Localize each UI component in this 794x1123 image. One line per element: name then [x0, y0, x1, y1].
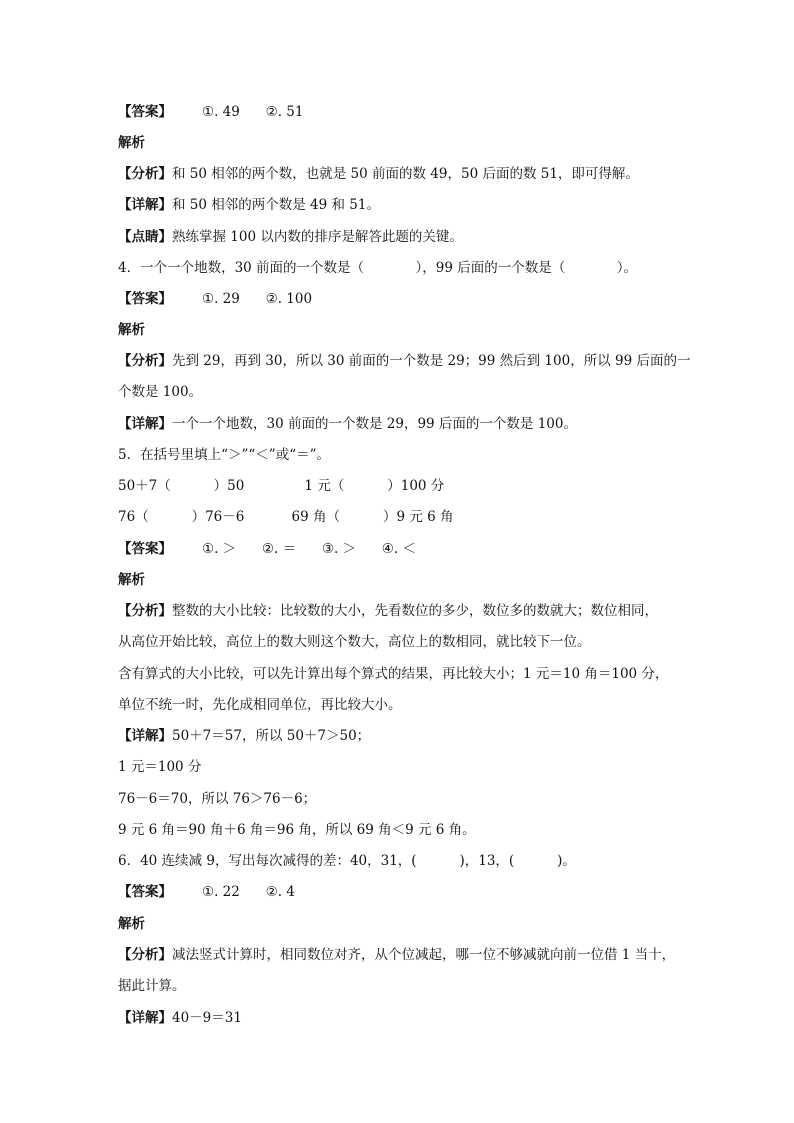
answer-values: ①. ＞ ②. ＝ ③. ＞ ④. ＜ [202, 541, 416, 557]
xiangjie-text: 一个一个地数，30 前面的一个数是 29，99 后面的一个数是 100。 [172, 416, 577, 432]
fenxi-text: 先到 29，再到 30，所以 30 前面的一个数是 29；99 然后到 100，所以 99 后面的一 [172, 353, 691, 369]
xiangjie-tag: 【详解】 [118, 1010, 172, 1026]
xiangjie-text-cont: 9 元 6 角＝90 角＋6 角＝96 角，所以 69 角＜9 元 6 角。 [118, 822, 476, 838]
fenxi-line [118, 945, 675, 965]
answer-tag: 【答案】 [118, 291, 172, 307]
xiangjie-text-cont: 1 元＝100 分 [118, 759, 202, 775]
fenxi-text-cont: 含有算式的大小比较，可以先计算出每个算式的结果，再比较大小；1 元＝10 角＝100 分， [118, 666, 669, 682]
question-5: 5．在括号里填上“＞”“＜”或“＝”。 [118, 447, 330, 463]
question-5-row-1: 50＋7（ ）50 1 元（ ）100 分 [118, 478, 445, 494]
answer-tag: 【答案】 [118, 104, 172, 120]
fenxi-text-cont: 据此计算。 [118, 978, 186, 994]
xiangjie-line [118, 195, 380, 215]
xiangjie-text: 和 50 相邻的两个数是 49 和 51。 [172, 197, 380, 213]
dianjing-tag: 【点睛】 [118, 229, 172, 245]
fenxi-tag: 【分析】 [118, 166, 172, 182]
answer-values: ①. 29 ②. 100 [202, 291, 313, 307]
analysis-heading: 解析 [118, 572, 145, 588]
xiangjie-text-cont: 76－6＝70，所以 76＞76－6； [118, 791, 317, 807]
fenxi-text: 整数的大小比较：比较数的大小，先看数位的多少，数位多的数就大；数位相同， [172, 603, 658, 619]
dianjing-text: 熟练掌握 100 以内数的排序是解答此题的关键。 [172, 229, 463, 245]
question-4: 4．一个一个地数，30 前面的一个数是（ ），99 后面的一个数是（ ）。 [118, 260, 638, 276]
xiangjie-text: 50＋7＝57，所以 50＋7＞50； [172, 728, 371, 744]
answer-values: ①. 22 ②. 4 [202, 884, 295, 900]
analysis-heading: 解析 [118, 916, 145, 932]
xiangjie-line [118, 726, 370, 746]
fenxi-text: 减法竖式计算时，相同数位对齐，从个位减起，哪一位不够减就向前一位借 1 当十， [172, 947, 676, 963]
xiangjie-text: 40－9＝31 [172, 1010, 242, 1026]
xiangjie-line [118, 1008, 242, 1028]
answer-tag: 【答案】 [118, 541, 172, 557]
fenxi-text-cont: 个数是 100。 [118, 384, 203, 400]
answer-line [118, 539, 416, 559]
fenxi-tag: 【分析】 [118, 353, 172, 369]
fenxi-text-cont: 从高位开始比较，高位上的数大则这个数大，高位上的数相同，就比较下一位。 [118, 634, 591, 650]
dianjing-line [118, 227, 463, 247]
xiangjie-tag: 【详解】 [118, 197, 172, 213]
question-5-row-2: 76（ ）76－6 69 角（ ）9 元 6 角 [118, 509, 454, 525]
fenxi-line [118, 601, 658, 621]
answer-line [118, 102, 303, 122]
answer-values: ①. 49 ②. 51 [202, 104, 304, 120]
xiangjie-line [118, 414, 577, 434]
fenxi-text-cont: 单位不统一时，先化成相同单位，再比较大小。 [118, 697, 402, 713]
fenxi-tag: 【分析】 [118, 947, 172, 963]
fenxi-line [118, 351, 690, 371]
xiangjie-tag: 【详解】 [118, 728, 172, 744]
answer-line [118, 882, 295, 902]
fenxi-tag: 【分析】 [118, 603, 172, 619]
question-6: 6．40 连续减 9，写出每次减得的差：40，31，( )，13，( )。 [118, 853, 576, 869]
fenxi-text: 和 50 相邻的两个数，也就是 50 前面的数 49，50 后面的数 51，即可得解。 [172, 166, 639, 182]
analysis-heading: 解析 [118, 135, 145, 151]
answer-line [118, 289, 312, 309]
fenxi-line [118, 164, 639, 184]
analysis-heading: 解析 [118, 322, 145, 338]
xiangjie-tag: 【详解】 [118, 416, 172, 432]
answer-tag: 【答案】 [118, 884, 172, 900]
